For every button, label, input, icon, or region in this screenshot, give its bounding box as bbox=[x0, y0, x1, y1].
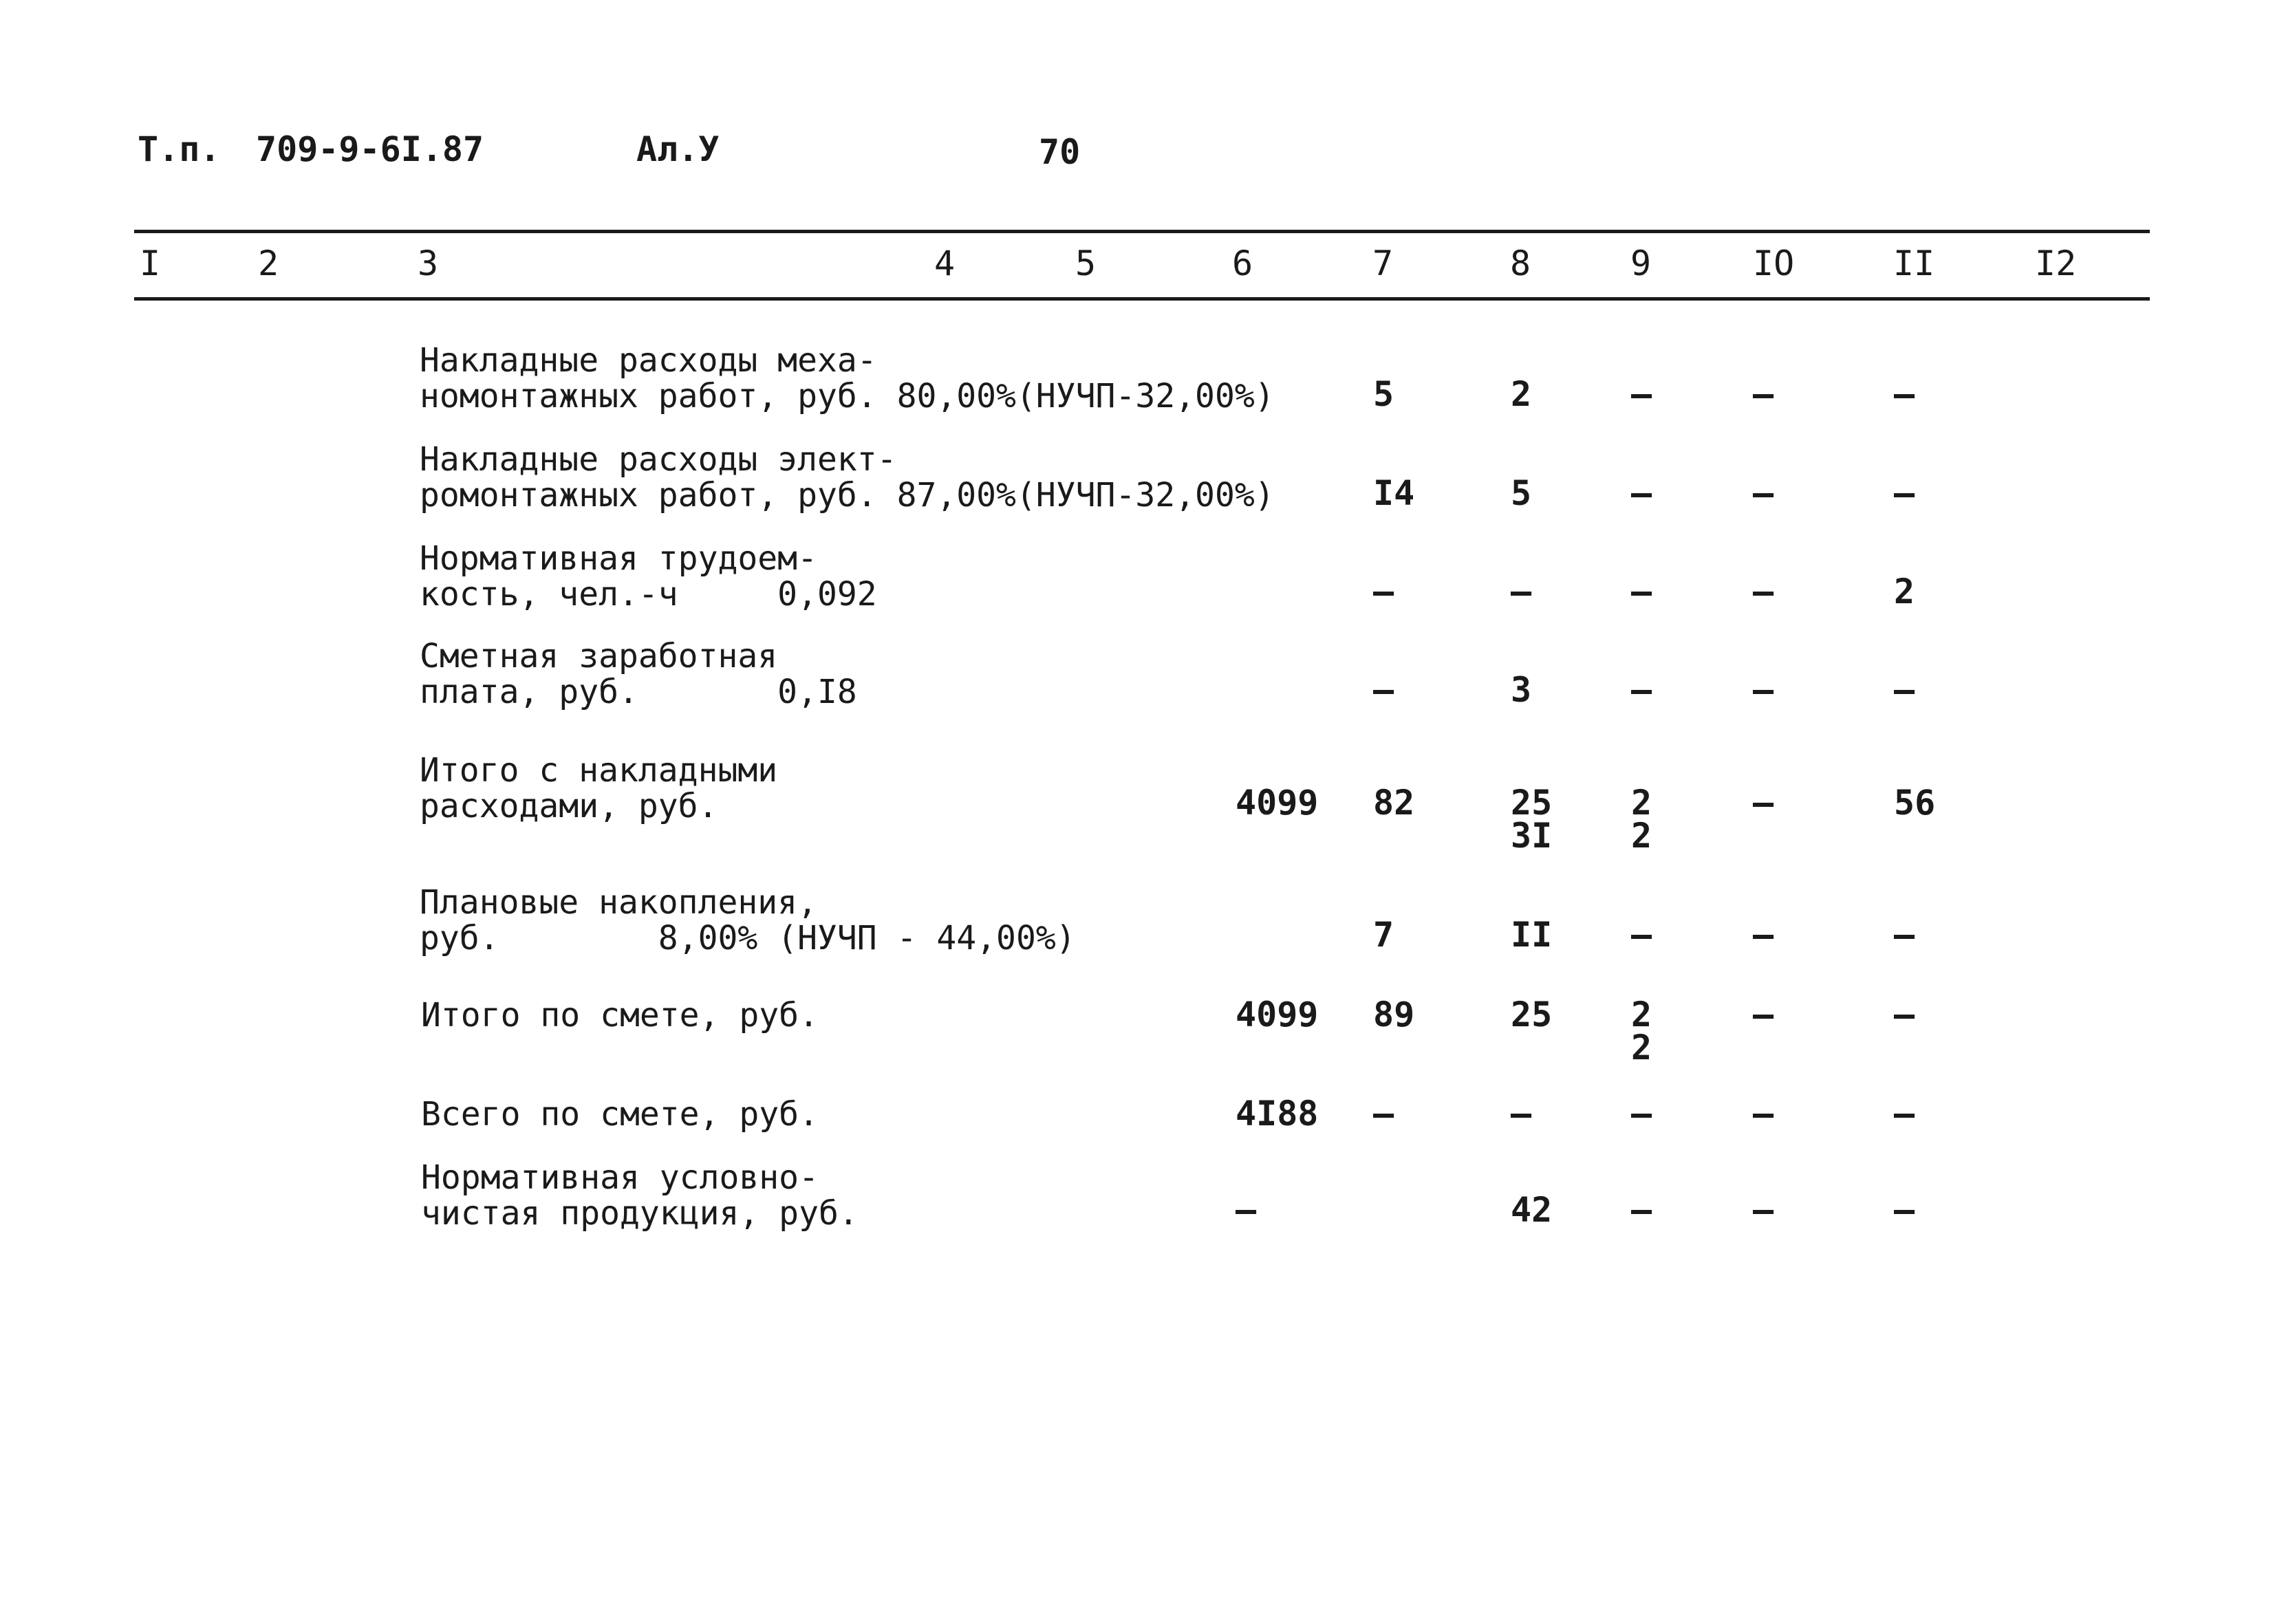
cell-col9: – bbox=[1631, 1094, 1652, 1134]
cell-col8: – bbox=[1511, 1094, 1532, 1134]
cell-col10: – bbox=[1753, 374, 1774, 414]
row-label-line2: расходами, руб. bbox=[420, 787, 718, 825]
cell-col9: – bbox=[1631, 1190, 1652, 1230]
row-label-line1: Итого с накладными bbox=[420, 751, 778, 790]
cell-col8: 3 bbox=[1511, 670, 1532, 710]
cell-col6: – bbox=[1236, 1190, 1257, 1230]
cell-col8-second: 3I bbox=[1511, 816, 1553, 856]
cell-col9: – bbox=[1631, 915, 1652, 955]
cell-col10: – bbox=[1753, 915, 1774, 955]
cell-col9-second: 2 bbox=[1631, 1028, 1652, 1068]
cell-col9: – bbox=[1631, 374, 1652, 414]
row-label-line1: Нормативная трудоем- bbox=[420, 539, 817, 578]
column-header-5: 5 bbox=[1075, 243, 1097, 283]
cell-col11: – bbox=[1894, 374, 1915, 414]
row-label-line2: кость, чел.-ч 0,092 bbox=[420, 575, 877, 614]
table-header-rule bbox=[134, 297, 2150, 301]
cell-col6: 4099 bbox=[1236, 995, 1319, 1035]
cell-col9: – bbox=[1631, 572, 1652, 611]
column-header-12: I2 bbox=[2035, 243, 2077, 283]
doc-code: 709-9-6I.87 bbox=[256, 129, 484, 169]
table-top-rule bbox=[134, 230, 2150, 233]
cell-col9: – bbox=[1631, 670, 1652, 710]
column-header-4: 4 bbox=[934, 243, 956, 283]
cell-col11: – bbox=[1894, 915, 1915, 955]
column-header-2: 2 bbox=[258, 243, 279, 283]
row-label-line2: номонтажных работ, руб. 80,00%(НУЧП-32,00%) bbox=[420, 377, 1275, 415]
row-label-line1: Накладные расходы меха- bbox=[420, 341, 877, 380]
cell-col8: 25 bbox=[1511, 995, 1553, 1035]
cell-col10: – bbox=[1753, 670, 1774, 710]
cell-col7: 5 bbox=[1373, 374, 1394, 414]
doc-label: Т.п. bbox=[138, 129, 221, 169]
row-label-line1: Итого по смете, руб. bbox=[421, 996, 819, 1035]
column-header-1: I bbox=[140, 243, 161, 283]
column-header-10: IO bbox=[1753, 243, 1795, 283]
page-number: 70 bbox=[1039, 132, 1081, 172]
cell-col8: 5 bbox=[1511, 473, 1532, 513]
column-header-9: 9 bbox=[1630, 243, 1652, 283]
cell-col7: 82 bbox=[1373, 783, 1415, 823]
row-label-line2: ромонтажных работ, руб. 87,00%(НУЧП-32,00%) bbox=[420, 476, 1275, 515]
cell-col10: – bbox=[1753, 473, 1774, 513]
cell-col11: – bbox=[1894, 670, 1915, 710]
cell-col9-second: 2 bbox=[1631, 816, 1652, 856]
row-label-line1: Всего по смете, руб. bbox=[421, 1095, 819, 1134]
cell-col9: – bbox=[1631, 473, 1652, 513]
cell-col7: – bbox=[1373, 1094, 1394, 1134]
column-header-8: 8 bbox=[1510, 243, 1531, 283]
cell-col7: I4 bbox=[1373, 473, 1415, 513]
cell-col10: – bbox=[1753, 572, 1774, 611]
cell-col9: 2 bbox=[1631, 995, 1652, 1035]
cell-col10: – bbox=[1753, 995, 1774, 1035]
cell-col11: – bbox=[1894, 473, 1915, 513]
cell-col11: 56 bbox=[1894, 783, 1936, 823]
row-label-line2: чистая продукция, руб. bbox=[421, 1194, 859, 1233]
cell-col8: 25 bbox=[1511, 783, 1553, 823]
cell-col10: – bbox=[1753, 1190, 1774, 1230]
cell-col11: – bbox=[1894, 1190, 1915, 1230]
cell-col6: 4099 bbox=[1236, 783, 1319, 823]
cell-col8: 42 bbox=[1511, 1190, 1553, 1230]
cell-col7: – bbox=[1373, 670, 1394, 710]
cell-col8: II bbox=[1511, 915, 1553, 955]
column-header-7: 7 bbox=[1372, 243, 1394, 283]
album-label: Ал.У bbox=[636, 129, 720, 169]
cell-col6: 4I88 bbox=[1236, 1094, 1319, 1134]
cell-col11: – bbox=[1894, 1094, 1915, 1134]
row-label-line2: руб. 8,00% (НУЧП - 44,00%) bbox=[420, 919, 1076, 957]
cell-col9: 2 bbox=[1631, 783, 1652, 823]
cell-col11: 2 bbox=[1894, 572, 1915, 611]
column-header-11: II bbox=[1893, 243, 1935, 283]
cell-col8: – bbox=[1511, 572, 1532, 611]
row-label-line1: Нормативная условно- bbox=[421, 1158, 819, 1197]
cell-col7: – bbox=[1373, 572, 1394, 611]
cell-col10: – bbox=[1753, 1094, 1774, 1134]
column-header-6: 6 bbox=[1232, 243, 1253, 283]
cell-col8: 2 bbox=[1511, 374, 1532, 414]
row-label-line1: Накладные расходы элект- bbox=[420, 440, 897, 479]
cell-col7: 89 bbox=[1373, 995, 1415, 1035]
cell-col7: 7 bbox=[1373, 915, 1394, 955]
cell-col10: – bbox=[1753, 783, 1774, 823]
cell-col11: – bbox=[1894, 995, 1915, 1035]
column-header-3: 3 bbox=[418, 243, 439, 283]
row-label-line2: плата, руб. 0,I8 bbox=[420, 673, 857, 711]
row-label-line1: Сметная заработная bbox=[420, 637, 778, 675]
row-label-line1: Плановые накопления, bbox=[420, 883, 817, 922]
